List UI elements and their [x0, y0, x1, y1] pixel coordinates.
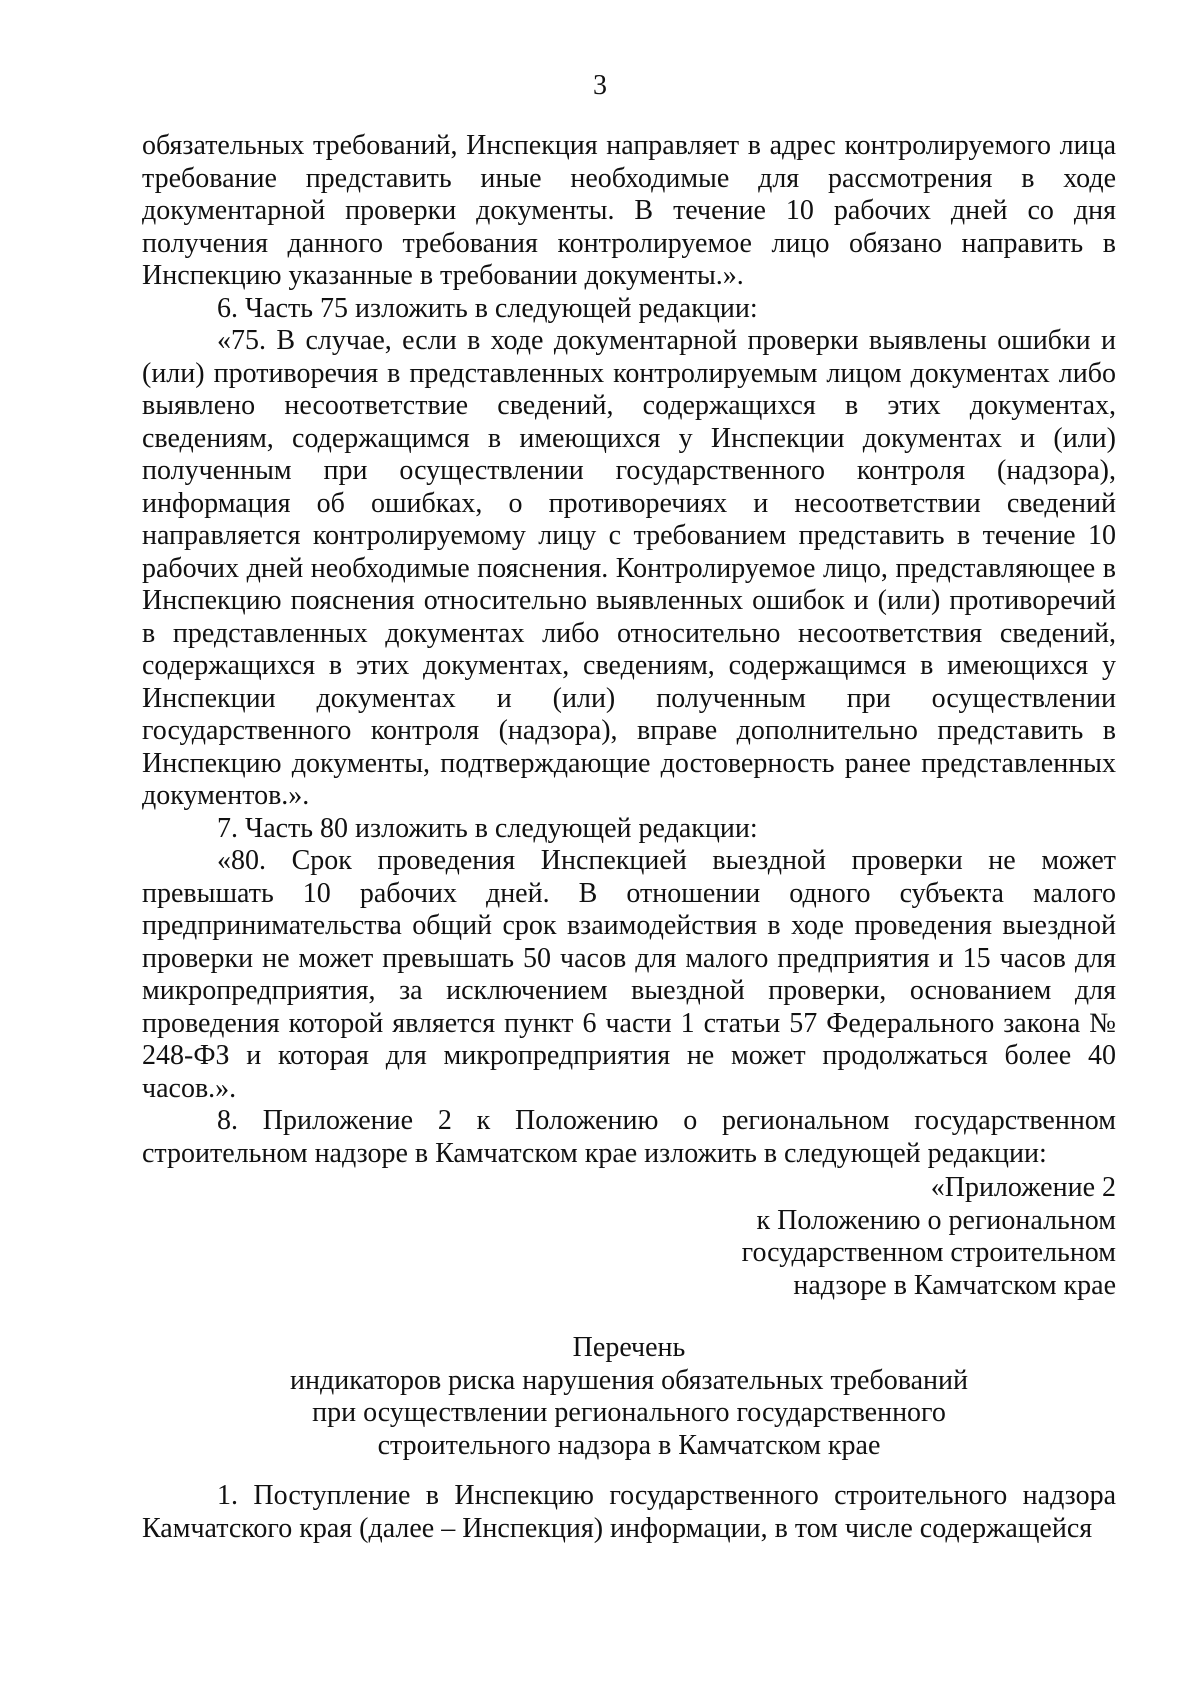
paragraph-part-80: «80. Срок проведения Инспекцией выездной проверки не может превышать 10 рабочих дней. В отношении одного субъекта малого предпринимательства общий срок взаимодействия в ходе проведения выездной проверки не может превышать 50 часов для малого предприятия и 15 часов для микропредприятия, за исключением выездной проверки, основанием для проведения которой является пункт 6 части 1 статьи 57 Федерального закона № 248-ФЗ и которая для микропредприятия не может продолжаться более 40 часов.».: [142, 845, 1116, 1104]
appendix-header-line: государственном строительном: [741, 1237, 1116, 1268]
title-line: Перечень: [572, 1332, 686, 1363]
document-body: [142, 130, 1116, 1170]
document-title: [142, 1332, 1116, 1462]
paragraph-item-1: 1. Поступление в Инспекцию государственного строительного надзора Камчатского края (далее – Инспекция) информации, в том числе содержащейся: [142, 1480, 1116, 1544]
title-line: при осуществлении регионального государственного: [312, 1397, 946, 1428]
appendix-header: [142, 1172, 1116, 1302]
appendix-header-line: «Приложение 2: [930, 1172, 1116, 1203]
title-line: индикаторов риска нарушения обязательных требований: [290, 1364, 968, 1396]
paragraph-item-6: 6. Часть 75 изложить в следующей редакции:: [217, 292, 758, 324]
appendix-header-line: к Положению о региональном: [756, 1204, 1116, 1236]
page-number: 3: [593, 70, 607, 101]
paragraph-continuation: обязательных требований, Инспекция направляет в адрес контролируемого лица требование представить иные необходимые для рассмотрения в ходе документарной проверки документы. В течение 10 рабочих дней со дня получения данного требования контролируемое лицо обязано направить в Инспекцию указанные в требовании документы.».: [142, 130, 1116, 291]
final-paragraph-block: [142, 1480, 1116, 1545]
appendix-header-line: надзоре в Камчатском крае: [793, 1269, 1116, 1301]
paragraph-item-8: 8. Приложение 2 к Положению о региональном государственном строительном надзоре в Камчатском крае изложить в следующей редакции:: [142, 1105, 1116, 1169]
paragraph-part-75: «75. В случае, если в ходе документарной проверки выявлены ошибки и (или) противоречия в представленных контролируемым лицом документах либо выявлено несоответствие сведений, содержащихся в этих документах, сведениям, содержащимся в имеющихся у Инспекции документах и (или) полученным при осуществлении государственного контроля (надзора), информация об ошибках, о противоречиях и несоответствии сведений направляется контролируемому лицу с требованием представить в течение 10 рабочих дней необходимые пояснения. Контролируемое лицо, представляющее в Инспекцию пояснения относительно выявленных ошибок и (или) противоречий в представленных документах либо относительно несоответствия сведений, содержащихся в этих документах, сведениям, содержащимся в имеющихся у Инспекции документах и (или) полученным при осуществлении государственного контроля (надзора), вправе дополнительно представить в Инспекцию документы, подтверждающие достоверность ранее представленных документов.».: [142, 325, 1116, 811]
title-line: строительного надзора в Камчатском крае: [377, 1429, 881, 1461]
paragraph-item-7: 7. Часть 80 изложить в следующей редакции:: [217, 812, 758, 844]
